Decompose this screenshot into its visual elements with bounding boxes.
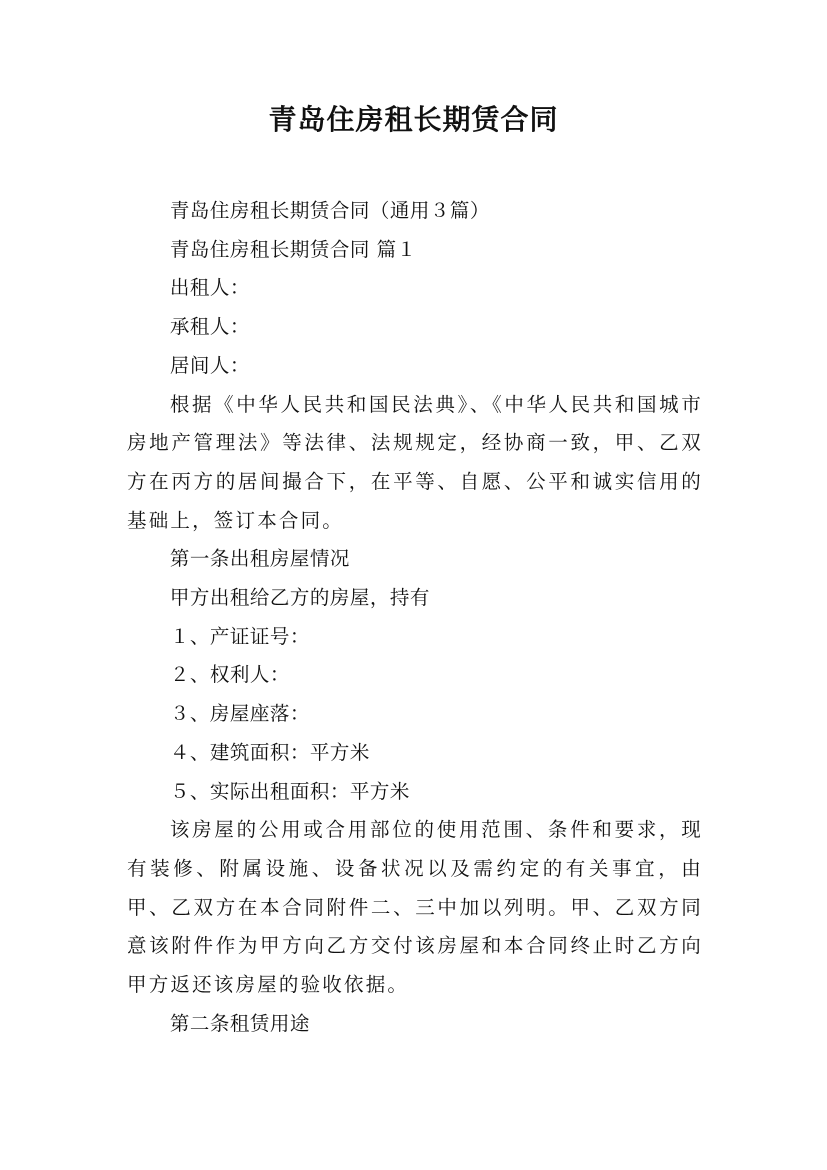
list-item: ５、实际出租面积：平方米 — [169, 779, 410, 803]
subtitle-line: 青岛住房租长期赁合同（通用３篇） — [169, 199, 490, 222]
lessor-field: 出租人： — [169, 276, 250, 300]
lessee-field: 承租人： — [169, 315, 250, 339]
document-body — [127, 192, 703, 1043]
section-heading: 青岛住房租长期赁合同 篇１ — [169, 237, 417, 261]
article-1-intro: 甲方出租给乙方的房屋，持有 — [169, 586, 430, 610]
article-2-heading: 第二条租赁用途 — [169, 1011, 310, 1035]
intermediary-field: 居间人： — [169, 353, 250, 377]
preamble-paragraph: 根据《中华人民共和国民法典》、《中华人民共和国城市房地产管理法》等法律、法规规定，经协商一致，甲、乙双方在丙方的居间撮合下，在平等、自愿、公平和诚实信用的基础上，签订本合同。 — [127, 392, 703, 532]
list-item: ４、建筑面积：平方米 — [169, 740, 370, 764]
list-item: ２、权利人： — [169, 663, 290, 687]
list-item: １、产证证号： — [169, 624, 310, 648]
article-1-heading: 第一条出租房屋情况 — [169, 547, 350, 571]
common-area-paragraph: 该房屋的公用或合用部位的使用范围、条件和要求，现有装修、附属设施、设备状况以及需约定的有关事宜，由甲、乙双方在本合同附件二、三中加以列明。甲、乙双方同意该附件作为甲方向乙方交付该房屋和本合同终止时乙方向甲方返还该房屋的验收依据。 — [127, 818, 703, 997]
document-title: 青岛住房租长期赁合同 — [268, 103, 559, 136]
list-item: ３、房屋座落： — [169, 702, 310, 726]
